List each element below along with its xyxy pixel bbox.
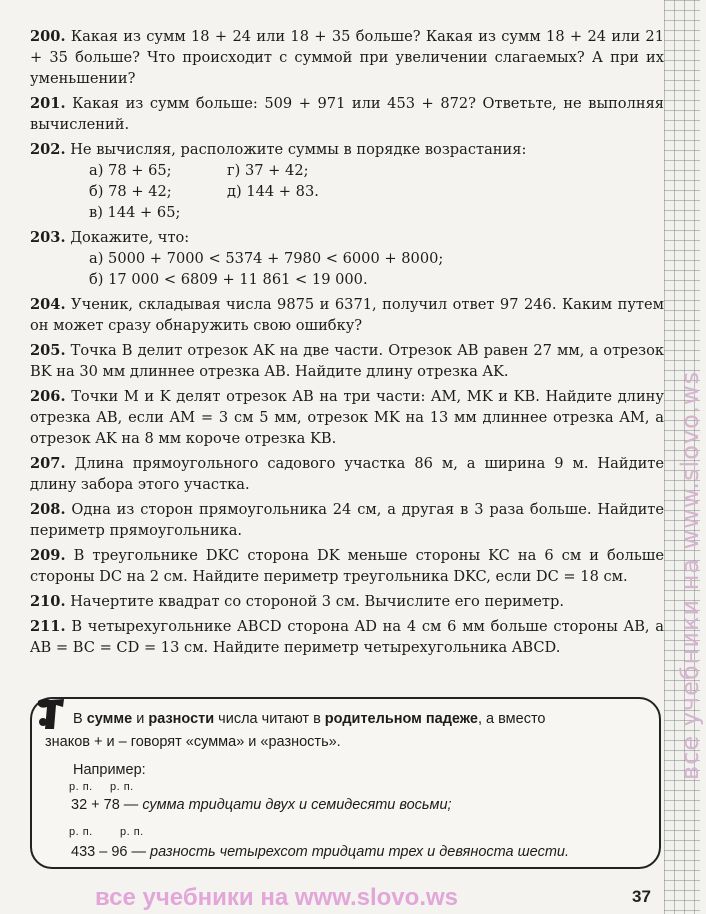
side-watermark: все учебники на www.slovo.ws [676,370,704,780]
task-206: 206. Точки M и K делят отрезок AB на три части: AM, MK и KB. Найдите длину отрезка AB, если AM = 3 см 5 мм, отрезок MK на 13 мм длиннее отрезка AM, а отрезок AK на 8 мм короче отрезка KB. [30,388,664,447]
list-item: б) 17 000 < 6809 + 11 861 < 19 000. [89,271,368,288]
footer-watermark: все учебники на www.slovo.ws [95,884,458,911]
task-209: 209. В треугольнике DKC сторона DK меньше стороны KC на 6 см и больше стороны DC на 2 см. Найдите периметр треугольника DKC, если DC = 18 см. [30,547,665,585]
task-201: 201. Какая из сумм больше: 509 + 971 или 453 + 872? Ответьте, не выполняя вычислений. [30,95,664,133]
task-202-items [30,160,664,223]
list-item: д) 144 + 83. [227,183,319,200]
page-number: 37 [632,887,651,906]
task-207: 207. Длина прямоугольного садового участка 86 м, а ширина 9 м. Найдите длину забора этого участка. [30,455,665,493]
task-208: 208. Одна из сторон прямоугольника 24 см, а другая в 3 раза больше. Найдите периметр прямоугольника. [30,501,665,539]
example-label: Например: [73,762,146,778]
list-item: в) 144 + 65; [89,204,181,221]
example-line: 433 – 96 — разность четырехсот тридцати трех и девяноста шести. [71,844,570,860]
rule-text-line: В сумме и разности числа читают в родительном падеже, а вместо [73,711,546,727]
list-item: а) 78 + 65; [89,162,172,179]
list-item [227,202,427,223]
grammar-rule-box [30,697,661,869]
task-205: 205. Точка B делит отрезок AK на две части. Отрезок AB равен 27 мм, а отрезок BK на 30 мм длиннее отрезка AB. Найдите длину отрезка AK. [30,342,664,380]
exercise-list [30,26,664,662]
letter-g-icon [34,695,68,733]
rule-text-line: знаков + и – говорят «сумма» и «разность». [45,734,341,750]
list-item: а) 5000 + 7000 < 5374 + 7980 < 6000 + 8000; [89,250,444,267]
example-line: 32 + 78 — сумма тридцати двух и семидесяти восьми; [71,797,452,813]
task-200: 200. Какая из сумм 18 + 24 или 18 + 35 больше? Какая из сумм 18 + 24 или 21 + 35 больше? Что происходит с суммой при увеличении слагаемых? А при их уменьшении? [30,28,664,87]
list-item: б) 78 + 42; [89,183,172,200]
case-mark: р. п. [120,826,144,838]
task-210: 210. Начертите квадрат со стороной 3 см. Вычислите его периметр. [30,593,564,610]
case-mark: р. п. [110,781,134,793]
list-item: г) 37 + 42; [227,162,309,179]
task-203: 203. Докажите, что: а) 5000 + 7000 < 5374 + 7980 < 6000 + 8000; б) 17 000 < 6809 + 11 861 < 19 000. [30,227,664,290]
task-202: 202. Не вычисляя, расположите суммы в порядке возрастания: а) 78 + 65; г) 37 + 42; б) 78 + 42; д) 144 + 83. в) 144 + 65; [30,139,664,223]
task-204: 204. Ученик, складывая числа 9875 и 6371, получил ответ 97 246. Каким путем он может сразу обнаружить свою ошибку? [30,296,664,334]
case-mark: р. п. [69,826,93,838]
task-211: 211. В четырехугольнике ABCD сторона AD на 4 см 6 мм больше стороны AB, а AB = BC = CD = 13 см. Найдите периметр четырехугольника ABCD. [30,618,665,656]
case-mark: р. п. [69,781,93,793]
